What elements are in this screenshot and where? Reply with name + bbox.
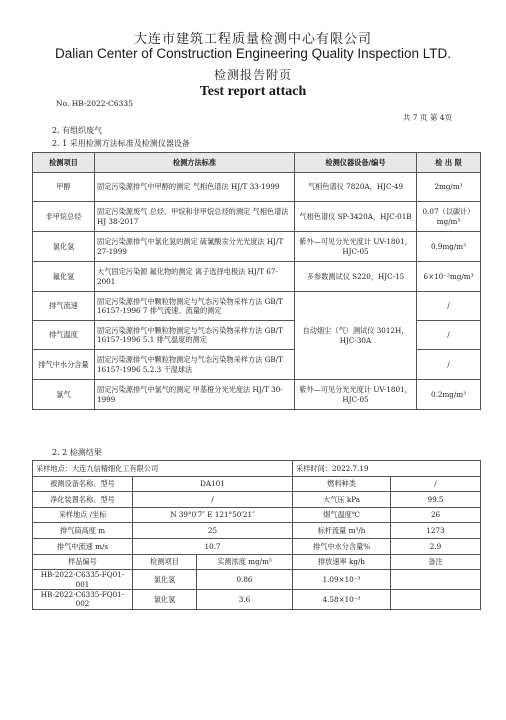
col-header-instrument: 检测仪器设备/编号: [295, 153, 417, 173]
info-label: 排气中流速 m/s: [33, 538, 133, 554]
methods-table: [32, 152, 481, 410]
info-value: 99.5: [391, 492, 481, 508]
col-header-test-item: 检测项目: [133, 554, 197, 570]
sampling-date: 采样时间：2022.7.19: [293, 461, 481, 477]
page-info: 共 7 页 第 4页: [402, 113, 452, 122]
instrument: 气相色谱仪 SP-3420A，HJC-01B: [295, 202, 417, 232]
info-label: 被测设备名称、型号: [33, 476, 133, 492]
table-row: [33, 380, 481, 410]
col-header-concentration: 实测浓度 mg/m³: [197, 554, 293, 570]
detection-limit: 0.07（以碳计）mg/m³: [417, 202, 481, 232]
info-value: 25: [133, 523, 293, 539]
sample-id: HB-2022-C6335-FQ01-002: [33, 589, 133, 609]
method-standard: 固定污染源排气中甲醇的测定 气相色谱法 HJ/T 33-1999: [95, 173, 295, 202]
table-row: [33, 570, 481, 590]
col-header-item: 检测项目: [33, 153, 95, 173]
info-label: 净化装置名称、型号: [33, 492, 133, 508]
concentration: 0.86: [197, 570, 293, 590]
info-label: 排气中水分含量%: [293, 538, 391, 554]
test-item: 氟化氢: [33, 262, 95, 292]
instrument: 紫外—可见分光光度计 UV-1801，HJC-05: [295, 380, 417, 410]
method-standard: 固定污染源排气中氯化氢的测定 硫氰酸汞分光光度法 HJ/T 27-1999: [95, 232, 295, 262]
info-value: /: [391, 476, 481, 492]
table-row: [33, 202, 481, 232]
remarks: [391, 570, 481, 590]
info-value: 1273: [391, 523, 481, 539]
test-item: 氯化氢: [33, 232, 95, 262]
sampling-info-row: [33, 461, 481, 477]
test-item: 排气温度: [33, 321, 95, 350]
info-value: 26: [391, 507, 481, 523]
info-label: 排气筒高度 m: [33, 523, 133, 539]
sample-id: HB-2022-C6335-FQ01-001: [33, 570, 133, 590]
detection-limit: 2mg/m³: [417, 173, 481, 202]
table-row: [33, 589, 481, 609]
table-row: [33, 232, 481, 262]
detection-limit: 0.9mg/m³: [417, 232, 481, 262]
info-label: 大气压 kPa: [293, 492, 391, 508]
methods-table-header: [33, 153, 481, 173]
info-value: DA101: [133, 476, 293, 492]
test-item: 排气中水分含量: [33, 350, 95, 380]
info-value: N 39°0′7″ E 121°50′21″: [133, 507, 293, 523]
doc-title-cn: 检测报告附页: [213, 68, 292, 82]
remarks: [391, 589, 481, 609]
detection-limit: /: [417, 321, 481, 350]
info-label: 标杆流量 m³/h: [293, 523, 391, 539]
org-name-cn: 大连市建筑工程质量检测中心有限公司: [133, 32, 372, 47]
info-value: 10.7: [133, 538, 293, 554]
info-label: 烟气温度℃: [293, 507, 391, 523]
table-row: [33, 292, 481, 321]
table-row: [33, 262, 481, 292]
subsection-methods-title: 2. 1 采用检测方法标准及检测仪器设备: [52, 139, 190, 148]
col-header-limit: 检 出 限: [417, 153, 481, 173]
info-label: 燃料种类: [293, 476, 391, 492]
test-item: 氯化氢: [133, 570, 197, 590]
test-item: 甲醇: [33, 173, 95, 202]
emission-rate: 4.58×10⁻³: [293, 589, 391, 609]
emission-rate: 1.09×10⁻³: [293, 570, 391, 590]
org-name-en: Dalian Center of Construction Engineering Quality Inspection LTD.: [55, 46, 451, 61]
results-header-row: [33, 554, 481, 570]
method-standard: 固定污染源排气中氯气的测定 甲基橙分光光度法 HJ/T 30-1999: [95, 380, 295, 410]
method-standard: 大气固定污染源 氟化物的测定 离子选择电极法 HJ/T 67-2001: [95, 262, 295, 292]
col-header-method: 检测方法标准: [95, 153, 295, 173]
detection-limit: 0.2mg/m³: [417, 380, 481, 410]
table-row: [33, 476, 481, 492]
test-item: 排气流速: [33, 292, 95, 321]
instrument: 多参数测试仪 S220，HJC-15: [295, 262, 417, 292]
table-row: [33, 507, 481, 523]
col-header-sample-id: 样品编号: [33, 554, 133, 570]
test-item: 非甲烷总烃: [33, 202, 95, 232]
detection-limit: /: [417, 350, 481, 380]
col-header-remarks: 备注: [391, 554, 481, 570]
concentration: 3.6: [197, 589, 293, 609]
detection-limit: 6×10⁻²mg/m³: [417, 262, 481, 292]
table-row: [33, 538, 481, 554]
table-row: [33, 523, 481, 539]
method-standard: 固定污染源废气 总烃、甲烷和非甲烷总烃的测定 气相色谱法 HJ 38-2017: [95, 202, 295, 232]
subsection-results-title: 2. 2 检测结果: [52, 448, 102, 457]
method-standard: 固定污染源排气中颗粒物测定与气态污染物采样方法 GB/T 16157-1996 5.1 排气温度的测定: [95, 321, 295, 350]
results-table: [32, 460, 481, 610]
detection-limit: /: [417, 292, 481, 321]
table-row: [33, 173, 481, 202]
instrument: 自动烟尘（气）测试仪 3012H，HJC-30A: [295, 292, 417, 380]
report-number: No. HB-2022-C6335: [56, 99, 133, 108]
method-standard: 固定污染源排气中颗粒物测定与气态污染物采样方法 GB/T 16157-1996 5.2.3 干湿球法: [95, 350, 295, 380]
info-label: 采样地点 /坐标: [33, 507, 133, 523]
section-title: 2. 有组织废气: [52, 126, 103, 135]
table-row: [33, 492, 481, 508]
col-header-emission-rate: 排放速率 kg/h: [293, 554, 391, 570]
doc-title-en: Test report attach: [199, 84, 307, 99]
sampling-site: 采样地点：大连九信精细化工有限公司: [33, 461, 293, 477]
instrument: 紫外—可见分光光度计 UV-1801，HJC-05: [295, 232, 417, 262]
method-standard: 固定污染源排气中颗粒物测定与气态污染物采样方法 GB/T 16157-1996 7 排气流速、流量的测定: [95, 292, 295, 321]
test-item: 氯化氢: [133, 589, 197, 609]
info-value: /: [133, 492, 293, 508]
info-value: 2.9: [391, 538, 481, 554]
instrument: 气相色谱仪 7820A，HJC-49: [295, 173, 417, 202]
test-item: 氯气: [33, 380, 95, 410]
